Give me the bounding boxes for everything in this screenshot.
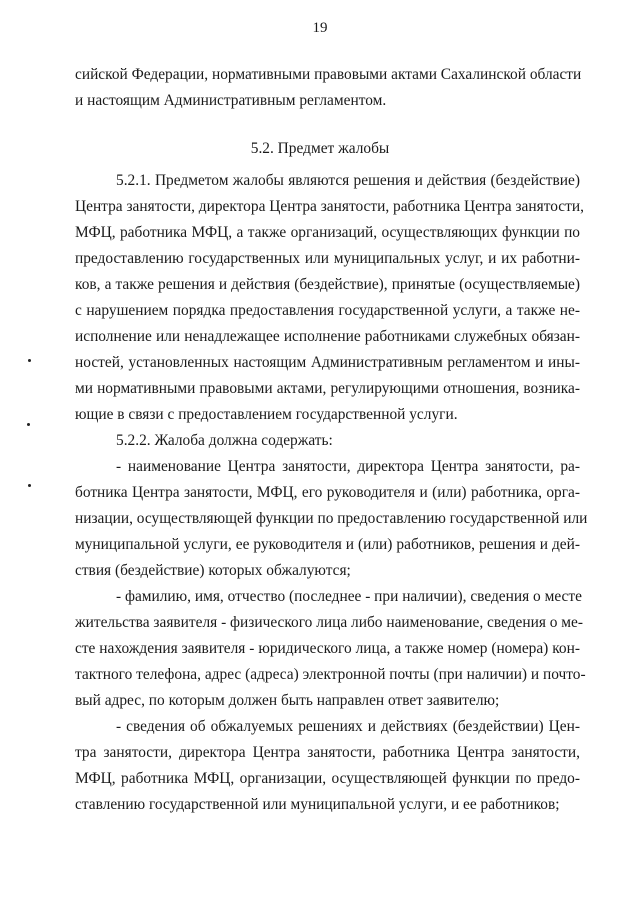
item-1-line: ствия (бездействие) которых обжалуются; [75,562,351,579]
item-2-line: - фамилию, имя, отчество (последнее - при наличии), сведения о месте [116,588,582,605]
paragraph-521-line: МФЦ, работника МФЦ, а также организаций, осуществляющих функции по [75,224,580,241]
item-1-line: ботника Центра занятости, МФЦ, его руководителя и (или) работника, орга- [75,484,580,501]
item-3-line: - сведения об обжалуемых решениях и действиях (бездействии) Цен- [116,718,580,735]
paragraph-521-line: ми нормативными правовыми актами, регулирующими отношения, возника- [75,380,580,397]
item-1-line: низации, осуществляющей функции по предоставлению государственной или [75,510,588,527]
item-2-line: жительства заявителя - физического лица либо наименование, сведения о ме- [75,614,583,631]
scan-speck [27,423,30,426]
item-1-line: - наименование Центра занятости, директора Центра занятости, ра- [116,458,580,475]
item-3-line: тра занятости, директора Центра занятости, работника Центра занятости, [75,744,580,761]
page-number: 19 [312,20,328,36]
paragraph-521-line: Центра занятости, директора Центра занятости, работника Центра занятости, [75,198,584,215]
section-heading: 5.2. Предмет жалобы [250,140,390,157]
paragraph-521-line: с нарушением порядка предоставления государственной услуги, а также не- [75,302,580,319]
paragraph-521-line: ков, а также решения и действия (бездействие), принятые (осуществляемые) [75,276,580,293]
item-2-line: сте нахождения заявителя - юридического лица, а также номер (номера) кон- [75,640,580,657]
paragraph-521-line: исполнение или ненадлежащее исполнение работниками служебных обязан- [75,328,580,345]
item-1-line: муниципальной услуги, ее руководителя и (или) работников, решения и дей- [75,536,580,553]
continuation-line-2: и настоящим Административным регламентом. [75,92,387,109]
item-3-line: ставлению государственной или муниципальной услуги, и ее работников; [75,796,560,813]
paragraph-521-line: ющие в связи с предоставлением государственной услуги. [75,406,458,423]
item-2-line: вый адрес, по которым должен быть направлен ответ заявителю; [75,692,500,709]
item-2-line: тактного телефона, адрес (адреса) электронной почты (при наличии) и почто- [75,666,586,683]
continuation-line-1: сийской Федерации, нормативными правовыми актами Сахалинской области [75,66,582,83]
paragraph-521-line: предоставлению государственных или муниципальных услуг, и их работни- [75,250,580,267]
paragraph-521-line: 5.2.1. Предметом жалобы являются решения и действия (бездействие) [116,172,580,189]
paragraph-522-intro: 5.2.2. Жалоба должна содержать: [116,432,333,449]
scan-speck [28,359,31,362]
item-3-line: МФЦ, работника МФЦ, организации, осуществляющей функции по предо- [75,770,580,787]
scan-speck [28,484,31,487]
paragraph-521-line: ностей, установленных настоящим Административным регламентом и ины- [75,354,580,371]
